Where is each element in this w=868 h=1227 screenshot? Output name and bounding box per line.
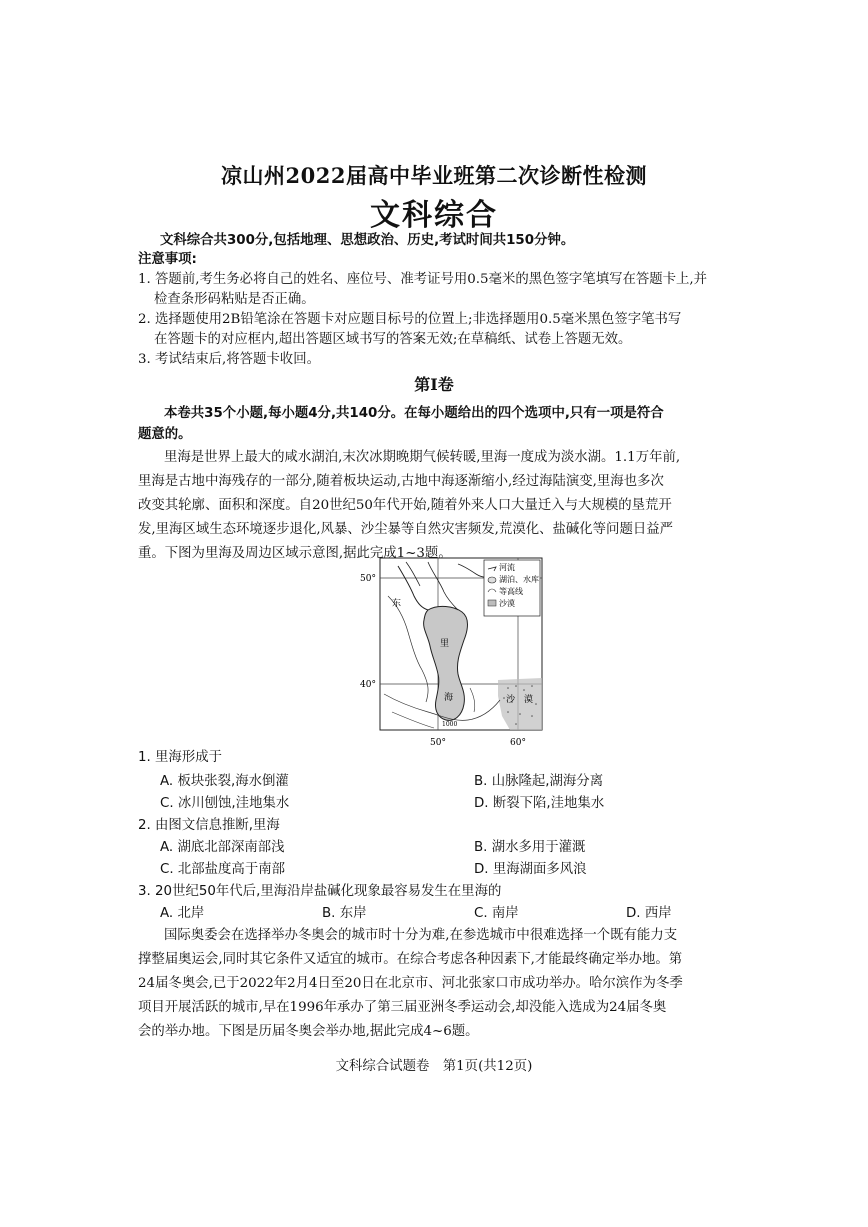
notice-item: 1. 答题前,考生务必将自己的姓名、座位号、准考证号用0.5毫米的黑色签字笔填写在答题卡上,并: [138, 272, 708, 287]
passage2-line: 会的举办地。下图是历届冬奥会举办地,据此完成4~6题。: [138, 1024, 479, 1039]
legend-label: 河流: [499, 563, 515, 572]
legend-label: 等高线: [499, 587, 523, 596]
question-stem: 3. 20世纪50年代后,里海沿岸盐碱化现象最容易发生在里海的: [138, 884, 502, 899]
passage1-line: 发,里海区域生态环境逐步退化,风暴、沙尘暴等自然灾害频发,荒漠化、盐碱化等问题日益严: [138, 522, 674, 537]
question-option: B. 东岸: [322, 906, 367, 921]
notice-item: 在答题卡的对应框内,超出答题区域书写的答案无效;在草稿纸、试卷上答题无效。: [154, 332, 632, 347]
question-option: C. 南岸: [474, 906, 519, 921]
contour-line: [470, 688, 475, 712]
passage1-line: 里海是古地中海残存的一部分,随着板块运动,古地中海逐渐缩小,经过海陆演变,里海也多次: [138, 474, 664, 489]
notice-item: 检查条形码粘贴是否正确。: [154, 292, 315, 307]
river-branch: [406, 562, 420, 586]
longitude-label: 50°: [430, 738, 446, 748]
question-option: B. 湖水多用于灌溉: [474, 840, 586, 855]
section-desc: 题意的。: [138, 427, 192, 442]
legend-desert-symbol: [488, 600, 496, 606]
question-option: C. 北部盐度高于南部: [160, 862, 285, 877]
passage2-line: 项目开展活跃的城市,早在1996年承办了第三届亚洲冬季运动会,却没能入选成为24届冬奥: [138, 1000, 667, 1015]
legend-label: 湖泊、水库: [499, 575, 539, 584]
question-option: C. 冰川刨蚀,洼地集水: [160, 796, 290, 811]
notice-item: 2. 选择题使用2B铅笔涂在答题卡对应题目标号的位置上;非选择题用0.5毫米黑色签字笔书写: [138, 312, 682, 327]
notice-item: 3. 考试结束后,将答题卡收回。: [138, 352, 320, 367]
map-place-label: 里: [440, 639, 450, 649]
question-option: D. 里海湖面多风浪: [474, 862, 587, 877]
map-place-label: 海: [444, 693, 454, 703]
latitude-label: 40°: [360, 680, 376, 690]
notice-heading: 注意事项:: [138, 252, 197, 267]
page-footer: 文科综合试题卷 第1页(共12页): [335, 1059, 533, 1074]
exam-title: 凉山州2022届高中毕业班第二次诊断性检测: [221, 163, 647, 188]
longitude-label: 60°: [510, 738, 526, 748]
contour-line: [388, 596, 428, 702]
question-option: D. 西岸: [626, 906, 672, 921]
intro-text: 文科综合共300分,包括地理、思想政治、历史,考试时间共150分钟。: [160, 233, 575, 248]
passage2-line: 撑整届奥运会,同时其它条件又适宜的城市。在综合考虑各种因素下,才能最终确定举办地。第: [138, 952, 683, 967]
question-option: B. 山脉隆起,湖海分离: [474, 774, 604, 789]
passage1-line: 改变其轮廓、面积和深度。自20世纪50年代开始,随着外来人口大量迁入与大规模的垦荒开: [138, 498, 672, 513]
passage2-line: 国际奥委会在选择举办冬奥会的城市时十分为难,在参选城市中很难选择一个既有能力支: [164, 928, 678, 943]
question-option: A. 板块张裂,海水倒灌: [160, 774, 289, 789]
ural-river: [428, 562, 458, 610]
section-desc: 本卷共35个小题,每小题4分,共140分。在每小题给出的四个选项中,只有一项是符合: [164, 406, 664, 421]
caspian-sea-shape: [424, 606, 468, 720]
legend-lake-symbol: [488, 577, 496, 583]
contour-line: [392, 712, 434, 728]
question-option: A. 北岸: [160, 906, 205, 921]
map-place-label: 沙: [506, 695, 516, 705]
contour-value-label: 1000: [442, 721, 458, 728]
passage1-line: 重。下图为里海及周边区域示意图,据此完成1~3题。: [138, 546, 452, 561]
question-option: A. 湖底北部深南部浅: [160, 840, 285, 855]
question-option: D. 断裂下陷,洼地集水: [474, 796, 605, 811]
caspian-sea-map: [358, 556, 548, 752]
question-stem: 1. 里海形成于: [138, 750, 222, 765]
question-stem: 2. 由图文信息推断,里海: [138, 818, 280, 833]
passage2-line: 24届冬奥会,已于2022年2月4日至20日在北京市、河北张家口市成功举办。哈尔滨作为冬季: [138, 976, 683, 991]
map-place-label: 东: [392, 599, 402, 609]
legend-label: 沙漠: [499, 599, 515, 608]
map-place-label: 漠: [524, 695, 534, 705]
subject-title: 文科综合: [370, 198, 498, 233]
section-title: 第Ⅰ卷: [414, 375, 454, 394]
passage1-line: 里海是世界上最大的咸水湖泊,末次冰期晚期气候转暖,里海一度成为淡水湖。1.1万年前,: [164, 450, 681, 465]
latitude-label: 50°: [360, 574, 376, 584]
